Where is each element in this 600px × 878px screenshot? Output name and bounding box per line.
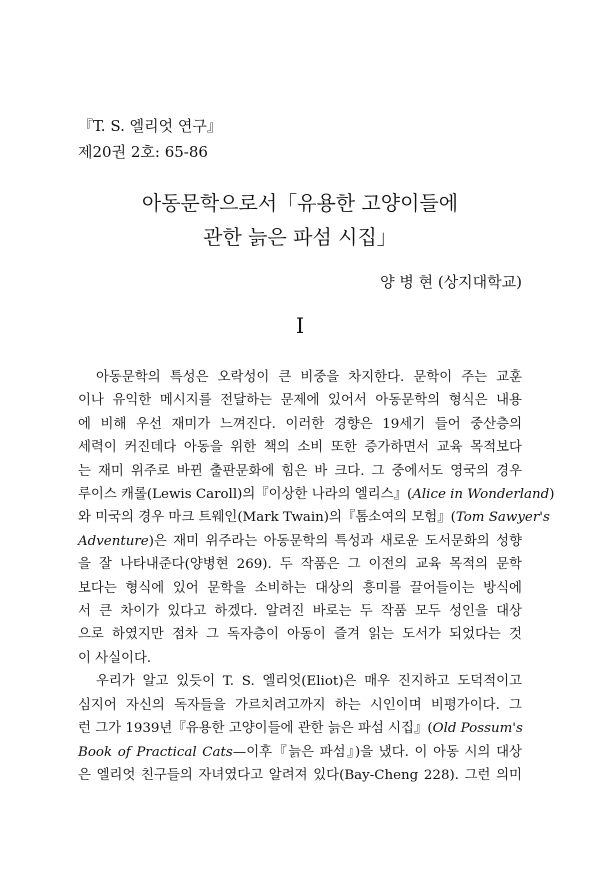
- section-heading: I: [295, 314, 305, 338]
- title-line-2: 관한 늙은 파섬 시집」: [203, 225, 397, 249]
- body-text: [78, 366, 555, 787]
- body-line: [78, 483, 555, 506]
- journal-info: [78, 116, 222, 168]
- text-run: )은 재미 위주라는 아동문학의 특성과 새로운 도서문화의 성향: [148, 533, 522, 549]
- journal-volume: 제20권 2호: 65-86: [78, 143, 208, 161]
- body-line: 아동문학의 특성은 오락성이 큰 비중을 차지한다. 문학이 주는 교훈: [96, 370, 522, 385]
- article-title: [0, 186, 600, 254]
- body-line: [78, 741, 522, 764]
- text-run: 루이스 캐롤(Lewis Caroll)의『이상한 나라의 엘리스』(: [78, 487, 413, 503]
- body-line: 보다는 형식에 있어 문학을 소비하는 대상의 흥미를 끌어들이는 방식에: [78, 580, 522, 596]
- title-line-1: 아동문학으로서「유용한 고양이들에: [141, 191, 459, 215]
- italic-title: Adventure: [78, 533, 149, 549]
- body-line: 에 비해 우선 재미가 느껴진다. 이러한 경향은 19세기 들어 중산층의: [78, 416, 522, 432]
- italic-title: Alice in Wonderland: [412, 487, 550, 503]
- body-line: [78, 717, 522, 740]
- author-affiliation: 양 병 현 (상지대학교): [380, 273, 522, 291]
- body-line: 심지어 자신의 독자들을 가르치려고까지 하는 시인이며 비평가이다. 그: [78, 697, 522, 713]
- body-line: 이나 유익한 메시지를 전달하는 문제에 있어서 아동문학의 형식은 내용: [78, 393, 522, 409]
- italic-title: Book of Practical Cats: [78, 744, 233, 760]
- text-run: 와 미국의 경우 마크 트웨인(Mark Twain)의『톰소여의 모험』(: [78, 510, 456, 526]
- body-line: 은 엘리엇 친구들의 자녀였다고 알려져 있다(Bay-Cheng 228). 그런 의미: [78, 767, 522, 783]
- body-line: 이 사실이다.: [78, 650, 152, 666]
- italic-title: Tom Sawyer's: [455, 510, 550, 526]
- italic-title: Old Possum's: [432, 721, 523, 737]
- body-line: 을 잘 나타내준다(양병현 269). 두 작품은 그 이전의 교육 목적의 문학: [78, 557, 522, 573]
- body-line: 세력이 커진데다 아동을 위한 책의 소비 또한 증가하면서 교육 목적보다: [78, 440, 522, 456]
- journal-title: 『T. S. 엘리엇 연구』: [78, 117, 222, 135]
- body-line: 우리가 알고 있듯이 T. S. 엘리엇(Eliot)은 매우 진지하고 도덕적이고: [96, 674, 522, 690]
- body-line: 서 큰 차이가 있다고 하겠다. 알려진 바로는 두 작품 모두 성인을 대상: [78, 604, 522, 620]
- body-line: 으로 하였지만 점차 그 독자층이 아동이 즐겨 읽는 도서가 되었다는 것: [78, 627, 522, 643]
- body-line: 는 재미 위주로 바뀐 출판문화에 힘은 바 크다. 그 중에서도 영국의 경우: [78, 463, 522, 479]
- body-line: [78, 506, 550, 529]
- body-line: [78, 530, 522, 553]
- text-run: —이후『늙은 파섬』)을 냈다. 이 아동 시의 대상: [232, 744, 522, 760]
- text-run: ): [549, 487, 555, 503]
- text-run: 런 그가 1939년『유용한 고양이들에 관한 늙은 파섬 시집』(: [78, 721, 433, 737]
